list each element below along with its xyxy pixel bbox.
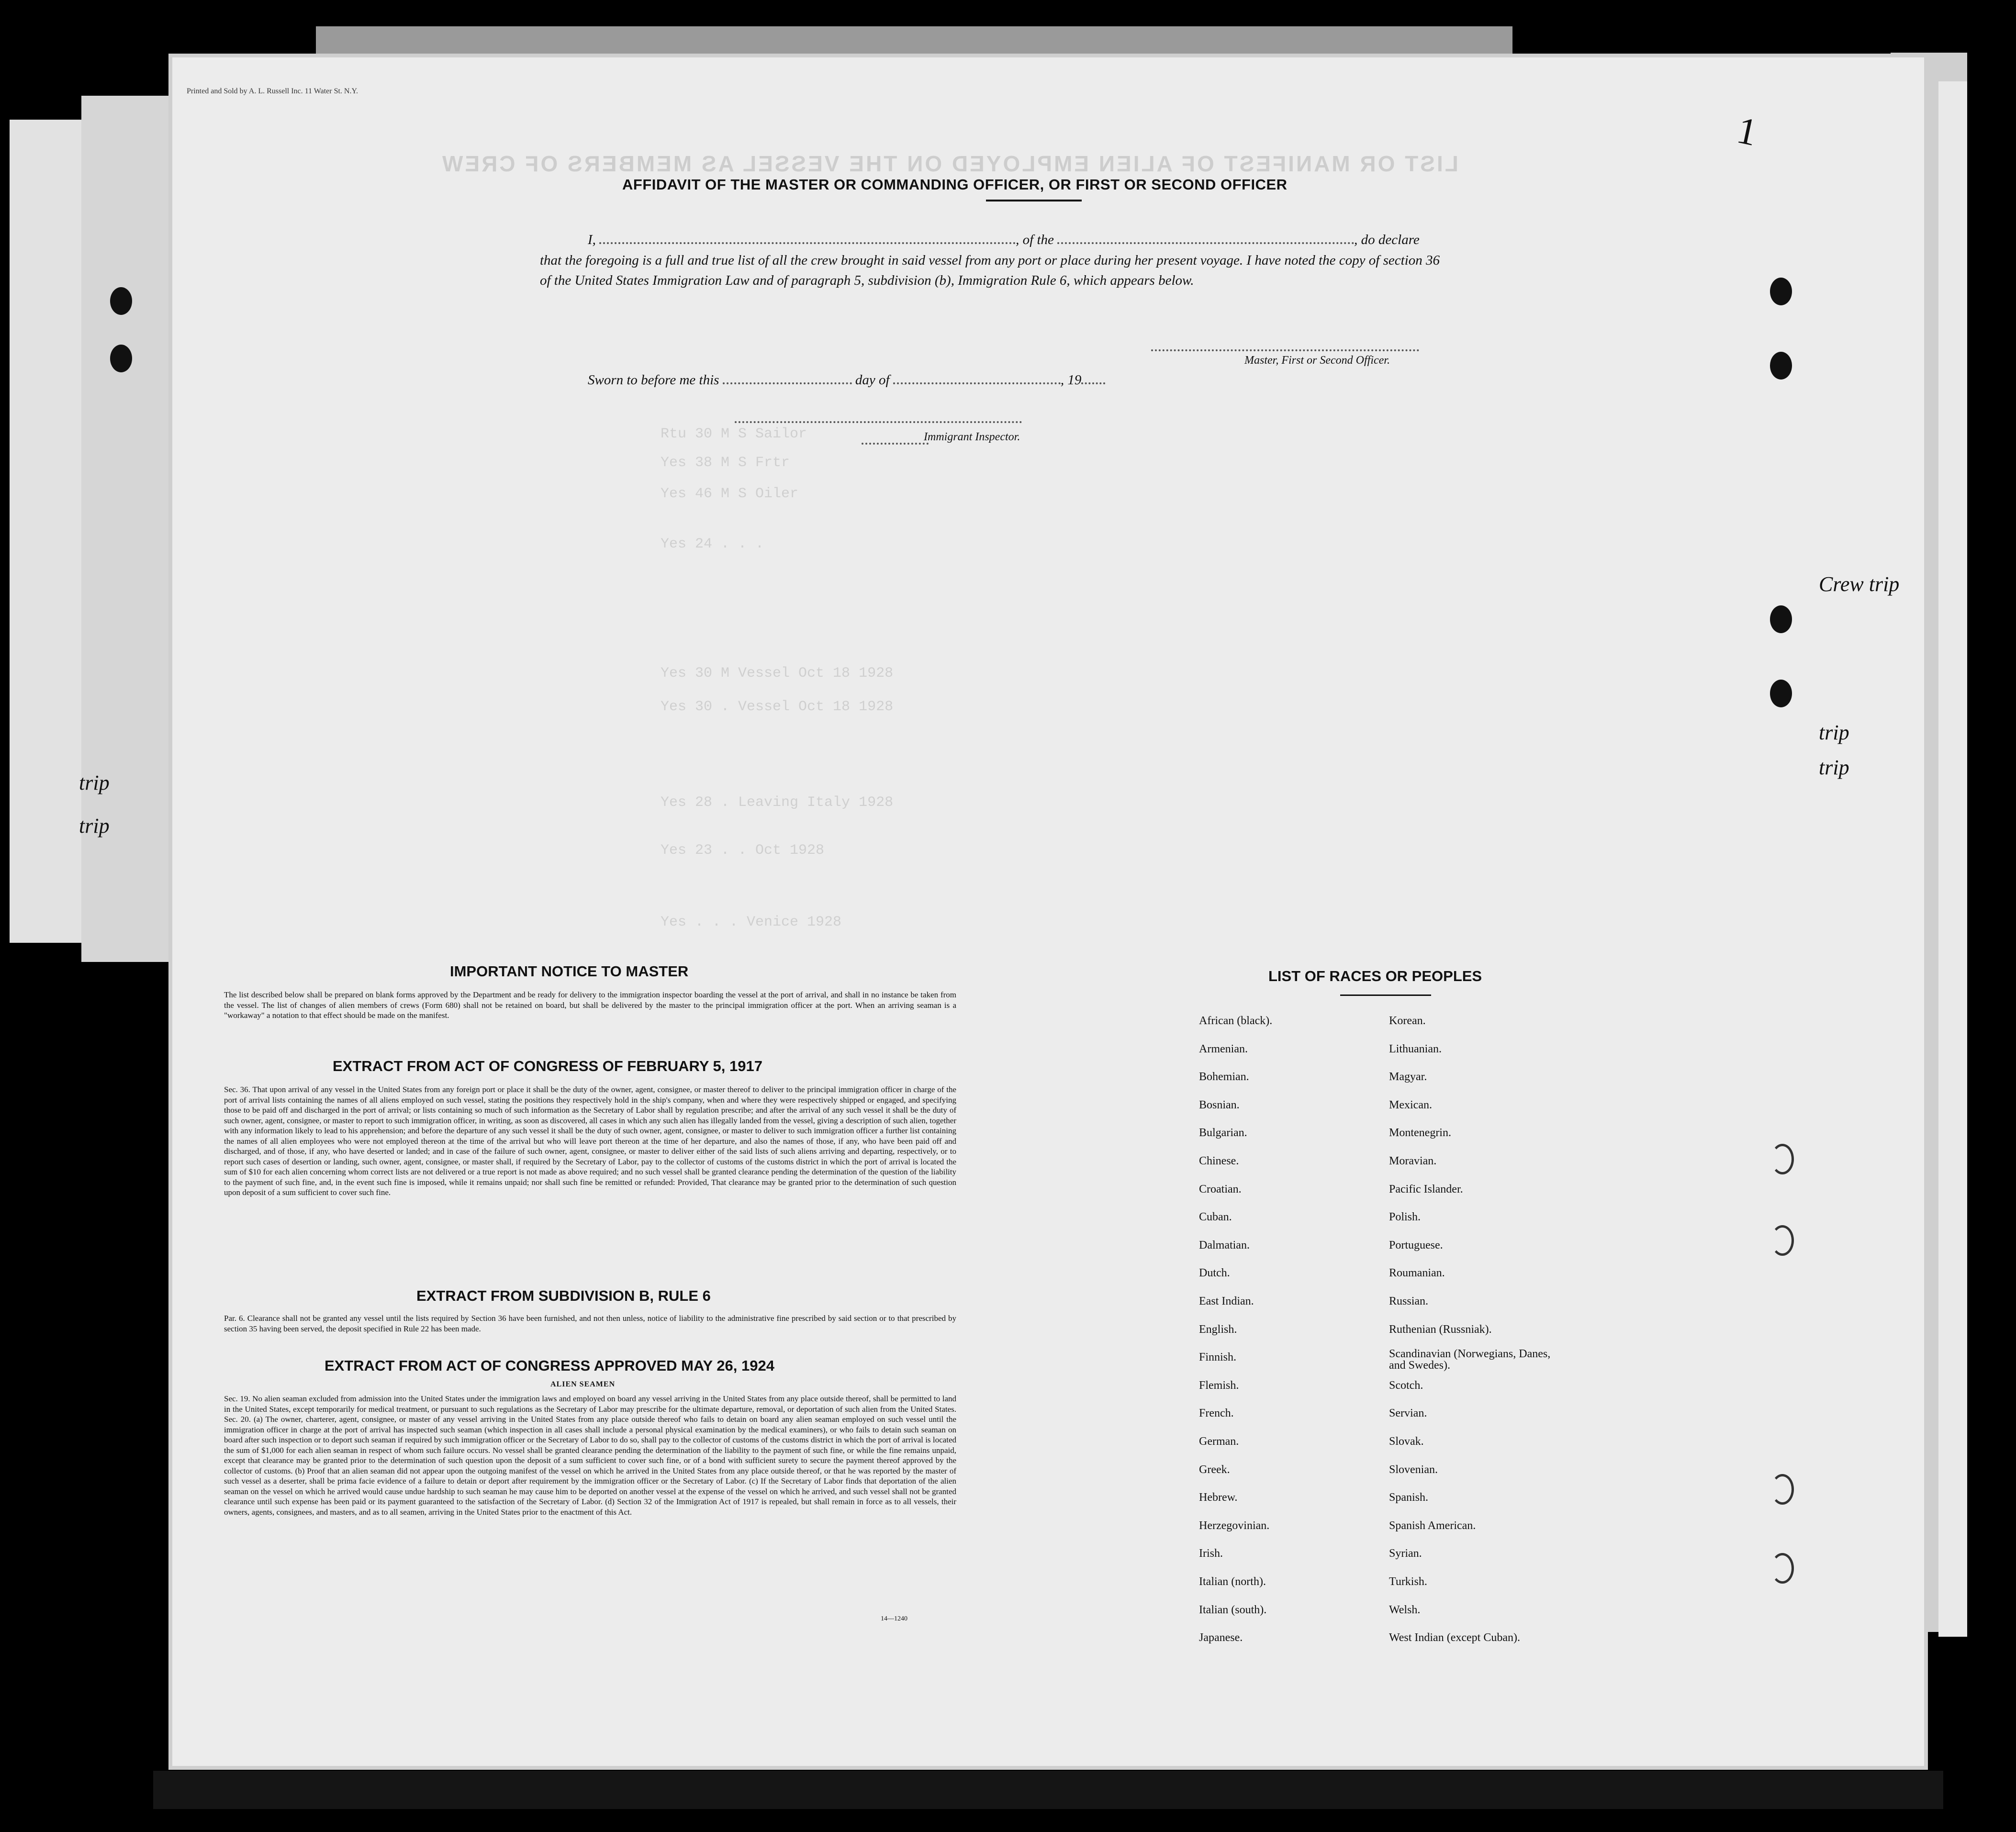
- title-underline: [986, 200, 1082, 201]
- race-item-left: Italian (north).: [1199, 1575, 1266, 1588]
- race-item-left: Dalmatian.: [1199, 1239, 1250, 1251]
- race-item-left: African (black).: [1199, 1015, 1273, 1027]
- page-mark: 1: [1733, 109, 1761, 155]
- race-item-right: Moravian.: [1389, 1155, 1437, 1167]
- punch-hole-outline: [1771, 1474, 1794, 1505]
- punch-hole: [1770, 680, 1792, 707]
- sworn-month-blank[interactable]: [893, 371, 1061, 384]
- printer-credit: Printed and Sold by A. L. Russell Inc. 11 Water St. N.Y.: [187, 87, 358, 95]
- race-item-right: Welsh.: [1389, 1603, 1421, 1616]
- punch-hole: [1770, 352, 1792, 380]
- notice-title: IMPORTANT NOTICE TO MASTER: [450, 963, 689, 980]
- race-item-right: Russian.: [1389, 1295, 1429, 1307]
- races-title: LIST OF RACES OR PEOPLES: [1268, 968, 1482, 984]
- sworn-day-blank[interactable]: [723, 371, 852, 384]
- race-item-left: Bohemian.: [1199, 1071, 1249, 1084]
- race-item-left: Japanese.: [1199, 1631, 1243, 1644]
- ghost-row: Yes 38 M S Frtr: [661, 455, 790, 471]
- ghost-row: Yes 28 . Leaving Italy 1928: [661, 794, 894, 811]
- affidavit-do-declare-label: , do declare: [1354, 232, 1420, 247]
- master-signature-line[interactable]: [1151, 349, 1419, 351]
- vessel-blank[interactable]: [1057, 231, 1354, 244]
- race-item-right: Syrian.: [1389, 1547, 1422, 1560]
- sworn-year: , 19: [1060, 372, 1082, 388]
- race-item-left: Italian (south).: [1199, 1603, 1267, 1616]
- race-item-left: Croatian.: [1199, 1183, 1242, 1195]
- background-sheet-right-edge: [1938, 81, 1967, 1637]
- race-item-left: Finnish.: [1199, 1351, 1237, 1364]
- races-title-underline: [1340, 994, 1431, 996]
- ghost-row: Yes 46 M S Oiler: [661, 486, 799, 502]
- race-item-left: Herzegovinian.: [1199, 1519, 1270, 1532]
- race-item-left: East Indian.: [1199, 1295, 1254, 1307]
- notice-text: The list described below shall be prepared on blank forms approved by the Department and be ready for delivery to the immigration inspector boarding the vessel at the port of arrival, and shall in no instance be taken from the vessel. The list of changes of alien members of crews (Form 680) shall not be retained on board, but shall be delivered by the master to the principal immigration officer at the port. When an arriving seaman is a "workaway" a notation to that effect should be made on the manifest.: [224, 990, 956, 1020]
- affidavit-i-label: I,: [588, 232, 596, 247]
- extract-1917-title: EXTRACT FROM ACT OF CONGRESS OF FEBRUARY 5, 1917: [333, 1058, 762, 1074]
- sworn-year-blank[interactable]: [1081, 371, 1105, 384]
- race-item-right: Slovenian.: [1389, 1463, 1438, 1476]
- race-item-left: French.: [1199, 1407, 1234, 1420]
- extract-1917-text: Sec. 36. That upon arrival of any vessel in the United States from any foreign port or place it shall be the duty of the owner, agent, consignee, or master thereof to deliver to the principal immigration officer in charge of the port of arrival lists containing the names of all aliens employed on such vessel, stating the positions they respectively hold in the ship's company, when and where they were respectively shipped or engaged, and specifying those to be paid off and discharged in the port of arrival; or lists containing so much of such information as the Secretary of Labor shall by regulation prescribe; and after the arrival of any such vessel it shall be the duty of such owner, agent, consignee, or master to report to such immigration officer, in writing, as soon as discovered, all cases in which any such alien has illegally landed from the vessel, giving a description of such alien, together with any information likely to lead to his apprehension; and before the departure of any such vessel it shall be the duty of such owner, agent, consignee, or master to deliver to such immigration officer a further list containing the names of all alien employees who were not employed thereon at the time of the arrival but who will leave port thereon at the time of her departure, and also the names of those, if any, who have been paid off and discharged, and of those, if any, who have deserted or landed; and in case of the failure of such owner, agent, consignee, or master to deliver either of the said lists of such aliens arriving and departing, respectively, or to report such cases of desertion or landing, such owner, agent, consignee, or master shall, if required by the Secretary of Labor, pay to the collector of customs of the customs district in which the port of arrival is located the sum of $10 for each alien concerning whom correct lists are not delivered or a true report is not made as above required; and no such vessel shall be granted clearance pending the determination of the question of the liability to the payment of such fine, and, in the event such fine is imposed, while it remains unpaid; nor shall such fine be remitted or refunded: Provided, That clearance may be granted prior to the determination of such question upon deposit of a sum sufficient to cover such fine.: [224, 1085, 956, 1197]
- ghost-row: Yes 30 . Vessel Oct 18 1928: [661, 699, 894, 715]
- sworn-line: [588, 371, 1105, 388]
- race-item-right: Portuguese.: [1389, 1239, 1443, 1251]
- race-item-left: Irish.: [1199, 1547, 1223, 1560]
- race-item-right: Magyar.: [1389, 1071, 1427, 1084]
- race-item-left: Armenian.: [1199, 1042, 1248, 1055]
- scan-bottom-edge: [153, 1771, 1943, 1809]
- punch-hole: [110, 345, 132, 372]
- right-margin-note-3: trip: [1819, 756, 1849, 779]
- name-blank[interactable]: [599, 231, 1016, 244]
- race-item-left: Flemish.: [1199, 1379, 1239, 1392]
- punch-hole-outline: [1771, 1225, 1794, 1256]
- race-item-left: Bulgarian.: [1199, 1127, 1247, 1139]
- race-item-left: Bosnian.: [1199, 1098, 1240, 1111]
- race-item-right: Montenegrin.: [1389, 1127, 1451, 1139]
- race-item-right: Korean.: [1389, 1015, 1426, 1027]
- race-item-right: Slovak.: [1389, 1435, 1424, 1448]
- race-item-right: Spanish American.: [1389, 1519, 1476, 1532]
- race-item-right: Roumanian.: [1389, 1267, 1445, 1280]
- race-item-left: Hebrew.: [1199, 1491, 1238, 1504]
- race-item-right: Mexican.: [1389, 1098, 1432, 1111]
- affidavit-title: AFFIDAVIT OF THE MASTER OR COMMANDING OFFICER, OR FIRST OR SECOND OFFICER: [622, 176, 1288, 193]
- race-item-right: Scandinavian (Norwegians, Danes, and Swedes).: [1389, 1348, 1551, 1372]
- inspector-signature-line[interactable]: [735, 421, 1022, 423]
- punch-hole: [1770, 605, 1792, 633]
- punch-hole-outline: [1771, 1553, 1794, 1584]
- master-signature-label: Master, First or Second Officer.: [1244, 354, 1390, 367]
- ghost-row: Yes 30 M Vessel Oct 18 1928: [661, 665, 894, 681]
- sworn-prefix: Sworn to before me this: [588, 372, 719, 388]
- extract-1924-text: Sec. 19. No alien seaman excluded from admission into the United States under the immigration laws and employed on board any vessel arriving in the United States from any place outside thereof, shall be permitted to land in the United States, except temporarily for medical treatment, or pursuant to such regulations as the Secretary of Labor may prescribe for the ultimate departure, removal, or deportation of such alien from the United States. Sec. 20. (a) The owner, charterer, agent, consignee, or master of any vessel arriving in the United States from any place outside thereof who fails to detain on board any alien seaman employed on such vessel until the immigration officer in charge at the port of arrival has inspected such seaman (which inspection in all cases shall include a personal physical examination by the medical examiners), or who fails to detain such seaman on board after such inspection or to deport such seaman if required by such immigration officer or the Secretary of Labor to do so, shall pay to the collector of customs of the customs district in which the port of arrival is located the sum of $1,000 for each alien seaman in respect of whom such failure occurs. No vessel shall be granted clearance pending the determination of the liability to the payment of such fine, or while the fine remains unpaid, except that clearance may be granted prior to the determination of such question upon the deposit of a sum sufficient to cover such fine, or of a bond with sufficient surety to secure the payment thereof approved by the collector of customs. (b) Proof that an alien seaman did not appear upon the outgoing manifest of the vessel on which he arrived in the United States from any place outside thereof, or that he was reported by the master of such vessel as a deserter, shall be prima facie evidence of a failure to detain or deport after requirement by the immigration officer or the Secretary of Labor. (c) If the Secretary of Labor finds that deportation of the alien seaman on the vessel on which he arrived would cause undue hardship to such seaman he may cause him to be deported on another vessel at the expense of the vessel on which he arrived, and such vessel shall not be granted clearance until such expense has been paid or its payment guaranteed to the satisfaction of the Secretary of Labor. (d) Section 32 of the Immigration Act of 1917 is repealed, but shall remain in force as to all vessels, their owners, agents, consignees, and masters, and as to all seamen, arriving in the United States prior to the enactment of this Act.: [224, 1394, 956, 1517]
- race-item-left: Cuban.: [1199, 1211, 1232, 1224]
- ghost-row: Yes . . . Venice 1928: [661, 914, 842, 930]
- extract-1924-subtitle: ALIEN SEAMEN: [550, 1380, 616, 1388]
- ghost-row: Yes 23 . . Oct 1928: [661, 842, 825, 859]
- punch-hole: [110, 287, 132, 315]
- race-item-right: Turkish.: [1389, 1575, 1427, 1588]
- form-number: 14—1240: [881, 1615, 907, 1622]
- race-item-right: Scotch.: [1389, 1379, 1423, 1392]
- bleed-through-title: LIST OR MANIFEST OF ALIEN EMPLOYED ON THE VESSEL AS MEMBERS OF CREW: [440, 151, 1458, 176]
- race-item-left: English.: [1199, 1323, 1237, 1336]
- race-item-right: Lithuanian.: [1389, 1042, 1442, 1055]
- ghost-row: Rtu 30 M S Sailor: [661, 426, 807, 442]
- race-item-right: Ruthenian (Russniak).: [1389, 1323, 1492, 1336]
- sworn-day-of: day of: [855, 372, 890, 388]
- extract-1924-title: EXTRACT FROM ACT OF CONGRESS APPROVED MAY 26, 1924: [325, 1357, 774, 1374]
- race-item-left: Greek.: [1199, 1463, 1230, 1476]
- manifest-page: [172, 57, 1924, 1766]
- left-margin-note-2: trip: [79, 814, 110, 838]
- affidavit-body: that the foregoing is a full and true list of all the crew brought in said vessel from any port or place during her present voyage. I have noted the copy of section 36 of the United States Immigration Law and of paragraph 5, subdivision (b), Immigration Rule 6, which appears below.: [540, 253, 1440, 288]
- race-item-right: Pacific Islander.: [1389, 1183, 1463, 1195]
- race-item-right: Polish.: [1389, 1211, 1421, 1224]
- right-margin-note-1: Crew trip: [1819, 572, 1900, 596]
- race-item-right: Servian.: [1389, 1407, 1427, 1420]
- punch-hole: [1770, 278, 1792, 305]
- race-item-right: Spanish.: [1389, 1491, 1429, 1504]
- punch-hole-outline: [1771, 1144, 1794, 1174]
- race-item-left: German.: [1199, 1435, 1239, 1448]
- left-margin-note-1: trip: [79, 771, 110, 794]
- extract-rule6-title: EXTRACT FROM SUBDIVISION B, RULE 6: [416, 1287, 711, 1304]
- inspector-signature-lead: [862, 443, 929, 445]
- ghost-row: Yes 24 . . .: [661, 536, 764, 552]
- race-item-right: West Indian (except Cuban).: [1389, 1631, 1520, 1644]
- race-item-left: Dutch.: [1199, 1267, 1230, 1280]
- affidavit-of-the-label: , of the: [1016, 232, 1054, 247]
- inspector-label: Immigrant Inspector.: [924, 431, 1020, 443]
- affidavit-declaration-line: [588, 231, 1420, 248]
- right-margin-note-2: trip: [1819, 721, 1849, 744]
- race-item-left: Chinese.: [1199, 1155, 1239, 1167]
- extract-rule6-text: Par. 6. Clearance shall not be granted any vessel until the lists required by Section 36 have been furnished, and not then unless, notice of liability to the administrative fine prescribed by said section or to that prescribed by section 35 having been served, the deposit specified in Rule 22 has been made.: [224, 1314, 956, 1333]
